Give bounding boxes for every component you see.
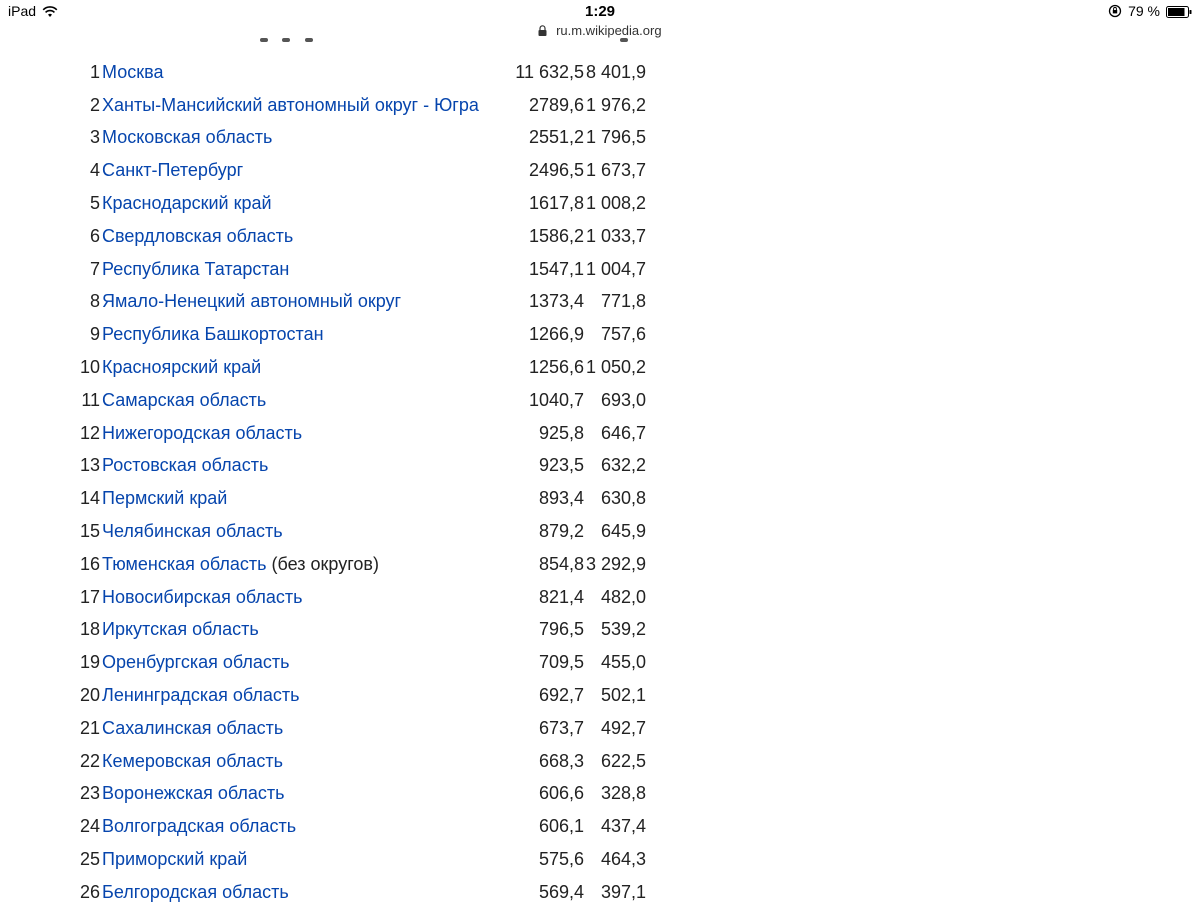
rank-cell: 16 (79, 553, 100, 574)
value-cell-1: 1617,8 (528, 193, 584, 214)
battery-percent: 79 % (1128, 3, 1160, 19)
orientation-lock-icon (1108, 4, 1122, 18)
rank-cell: 10 (79, 357, 100, 378)
region-cell (100, 318, 502, 351)
rank-cell: 4 (89, 160, 100, 181)
region-cell (100, 220, 502, 253)
value-cell-1: 925,8 (538, 422, 584, 443)
table-body (76, 56, 646, 909)
region-cell (100, 810, 502, 843)
value-cell-2: 757,6 (600, 324, 646, 345)
value-cell-1: 821,4 (538, 586, 584, 607)
region-cell (100, 154, 502, 187)
region-link[interactable]: Белгородская область (102, 881, 289, 902)
region-cell (100, 876, 502, 909)
region-cell (100, 712, 502, 745)
region-cell (100, 417, 502, 450)
value-cell-1: 1256,6 (528, 357, 584, 378)
table-row (76, 515, 646, 548)
status-time: 1:29 (584, 3, 616, 20)
rank-cell: 21 (79, 717, 100, 738)
rank-cell: 7 (89, 258, 100, 279)
rank-cell: 17 (79, 586, 100, 607)
value-cell-1: 606,1 (538, 816, 584, 837)
table-row (76, 187, 646, 220)
rank-cell: 14 (79, 488, 100, 509)
rank-cell: 18 (79, 619, 100, 640)
value-cell-2: 1 673,7 (585, 160, 646, 181)
table-row (76, 778, 646, 811)
value-cell-1: 2496,5 (528, 160, 584, 181)
table-row (76, 712, 646, 745)
table-row (76, 384, 646, 417)
region-link[interactable]: Краснодарский край (102, 193, 272, 214)
region-link[interactable]: Москва (102, 61, 164, 82)
region-link[interactable]: Иркутская область (102, 619, 259, 640)
region-link[interactable]: Ханты-Мансийский автономный округ - Югра (102, 94, 479, 115)
region-link[interactable]: Воронежская область (102, 783, 285, 804)
rank-cell: 20 (79, 685, 100, 706)
rank-cell: 9 (89, 324, 100, 345)
region-cell (100, 482, 502, 515)
rank-cell: 19 (79, 652, 100, 673)
rank-cell: 26 (79, 881, 100, 902)
region-link[interactable]: Пермский край (102, 488, 228, 509)
region-link[interactable]: Красноярский край (102, 357, 262, 378)
value-cell-2: 1 004,7 (585, 258, 646, 279)
table-row (76, 154, 646, 187)
rank-cell: 8 (89, 291, 100, 312)
region-cell (100, 548, 502, 581)
region-cell (100, 515, 502, 548)
value-cell-1: 673,7 (538, 717, 584, 738)
table-row (76, 220, 646, 253)
region-link[interactable]: Тюменская область (102, 553, 267, 574)
value-cell-2: 8 401,9 (585, 61, 646, 82)
region-cell (100, 384, 502, 417)
region-link[interactable]: Республика Татарстан (102, 258, 290, 279)
battery-icon (1166, 5, 1192, 17)
region-link[interactable]: Санкт-Петербург (102, 160, 244, 181)
value-cell-2: 622,5 (600, 750, 646, 771)
rank-cell: 13 (79, 455, 100, 476)
table-row (76, 810, 646, 843)
value-cell-1: 893,4 (538, 488, 584, 509)
table-row (76, 876, 646, 909)
region-cell (100, 745, 502, 778)
region-link[interactable]: Волгоградская область (102, 816, 297, 837)
rank-cell: 22 (79, 750, 100, 771)
table-row (76, 450, 646, 483)
table-row (76, 482, 646, 515)
value-cell-2: 1 033,7 (585, 225, 646, 246)
value-cell-2: 437,4 (600, 816, 646, 837)
value-cell-2: 771,8 (600, 291, 646, 312)
rank-cell: 6 (89, 225, 100, 246)
rank-cell: 23 (79, 783, 100, 804)
value-cell-1: 575,6 (538, 849, 584, 870)
rank-cell: 1 (89, 61, 100, 82)
region-cell (100, 351, 502, 384)
rank-cell: 25 (79, 849, 100, 870)
regions-table (76, 56, 646, 909)
value-cell-2: 455,0 (600, 652, 646, 673)
value-cell-1: 796,5 (538, 619, 584, 640)
device-label: iPad (8, 3, 37, 19)
value-cell-1: 1586,2 (528, 225, 584, 246)
region-cell (100, 56, 502, 89)
region-cell (100, 614, 502, 647)
region-link[interactable]: Свердловская область (102, 225, 294, 246)
value-cell-2: 645,9 (600, 521, 646, 542)
value-cell-2: 1 976,2 (585, 94, 646, 115)
value-cell-2: 1 008,2 (585, 193, 646, 214)
region-link[interactable]: Республика Башкортостан (102, 324, 324, 345)
rank-cell: 24 (79, 816, 100, 837)
region-cell (100, 122, 502, 155)
value-cell-2: 693,0 (600, 389, 646, 410)
status-right (1108, 3, 1192, 19)
value-cell-1: 692,7 (538, 685, 584, 706)
region-link[interactable]: Ленинградская область (102, 685, 300, 706)
rank-cell: 11 (81, 389, 100, 410)
value-cell-1: 668,3 (538, 750, 584, 771)
table-row (76, 351, 646, 384)
region-link[interactable]: Приморский край (102, 849, 248, 870)
table-row (76, 122, 646, 155)
region-cell (100, 286, 502, 319)
region-link[interactable]: Кемеровская область (102, 750, 283, 771)
value-cell-2: 1 796,5 (585, 127, 646, 148)
table-row (76, 56, 646, 89)
value-cell-1: 709,5 (538, 652, 584, 673)
value-cell-1: 854,8 (538, 553, 584, 574)
region-link[interactable]: Новосибирская область (102, 586, 303, 607)
value-cell-2: 464,3 (600, 849, 646, 870)
region-link[interactable]: Челябинская область (102, 521, 283, 542)
url-bar[interactable] (0, 23, 1200, 38)
region-link[interactable]: Ямало-Ненецкий автономный округ (102, 291, 402, 312)
table-row (76, 614, 646, 647)
table-row (76, 646, 646, 679)
url-text: ru.m.wikipedia.org (556, 23, 662, 38)
region-link[interactable]: Самарская область (102, 389, 267, 410)
table-row (76, 581, 646, 614)
lock-icon (538, 24, 547, 35)
value-cell-2: 632,2 (600, 455, 646, 476)
rank-cell: 15 (79, 521, 100, 542)
table-row (76, 745, 646, 778)
region-note: (без округов) (271, 553, 379, 574)
table-row (76, 548, 646, 581)
value-cell-2: 630,8 (600, 488, 646, 509)
value-cell-1: 2789,6 (528, 94, 584, 115)
value-cell-1: 879,2 (538, 521, 584, 542)
region-link[interactable]: Ростовская область (102, 455, 269, 476)
region-cell (100, 89, 502, 122)
rank-cell: 5 (89, 193, 100, 214)
value-cell-2: 492,7 (600, 717, 646, 738)
region-cell (100, 646, 502, 679)
value-cell-1: 1040,7 (528, 389, 584, 410)
status-bar (0, 0, 1200, 24)
value-cell-1: 569,4 (538, 881, 584, 902)
value-cell-1: 923,5 (538, 455, 584, 476)
value-cell-2: 482,0 (600, 586, 646, 607)
region-link[interactable]: Сахалинская область (102, 717, 284, 738)
value-cell-1: 1373,4 (528, 291, 584, 312)
value-cell-1: 1266,9 (528, 324, 584, 345)
value-cell-1: 606,6 (538, 783, 584, 804)
region-cell (100, 581, 502, 614)
table-row (76, 843, 646, 876)
region-cell (100, 253, 502, 286)
value-cell-2: 3 292,9 (585, 553, 646, 574)
value-cell-1: 1547,1 (528, 258, 584, 279)
value-cell-2: 502,1 (600, 685, 646, 706)
table-row (76, 679, 646, 712)
value-cell-2: 646,7 (600, 422, 646, 443)
table-row (76, 417, 646, 450)
table-row (76, 286, 646, 319)
clipped-text-remnant (100, 38, 660, 48)
table-row (76, 318, 646, 351)
value-cell-2: 397,1 (600, 881, 646, 902)
region-cell (100, 843, 502, 876)
region-cell (100, 679, 502, 712)
region-link[interactable]: Нижегородская область (102, 422, 303, 443)
value-cell-2: 1 050,2 (585, 357, 646, 378)
region-cell (100, 778, 502, 811)
value-cell-1: 2551,2 (528, 127, 584, 148)
region-cell (100, 187, 502, 220)
table-row (76, 89, 646, 122)
rank-cell: 3 (89, 127, 100, 148)
table-row (76, 253, 646, 286)
region-link[interactable]: Московская область (102, 127, 273, 148)
value-cell-1: 11 632,5 (515, 61, 584, 82)
value-cell-2: 539,2 (600, 619, 646, 640)
value-cell-2: 328,8 (600, 783, 646, 804)
rank-cell: 12 (79, 422, 100, 443)
region-cell (100, 450, 502, 483)
rank-cell: 2 (89, 94, 100, 115)
region-link[interactable]: Оренбургская область (102, 652, 290, 673)
